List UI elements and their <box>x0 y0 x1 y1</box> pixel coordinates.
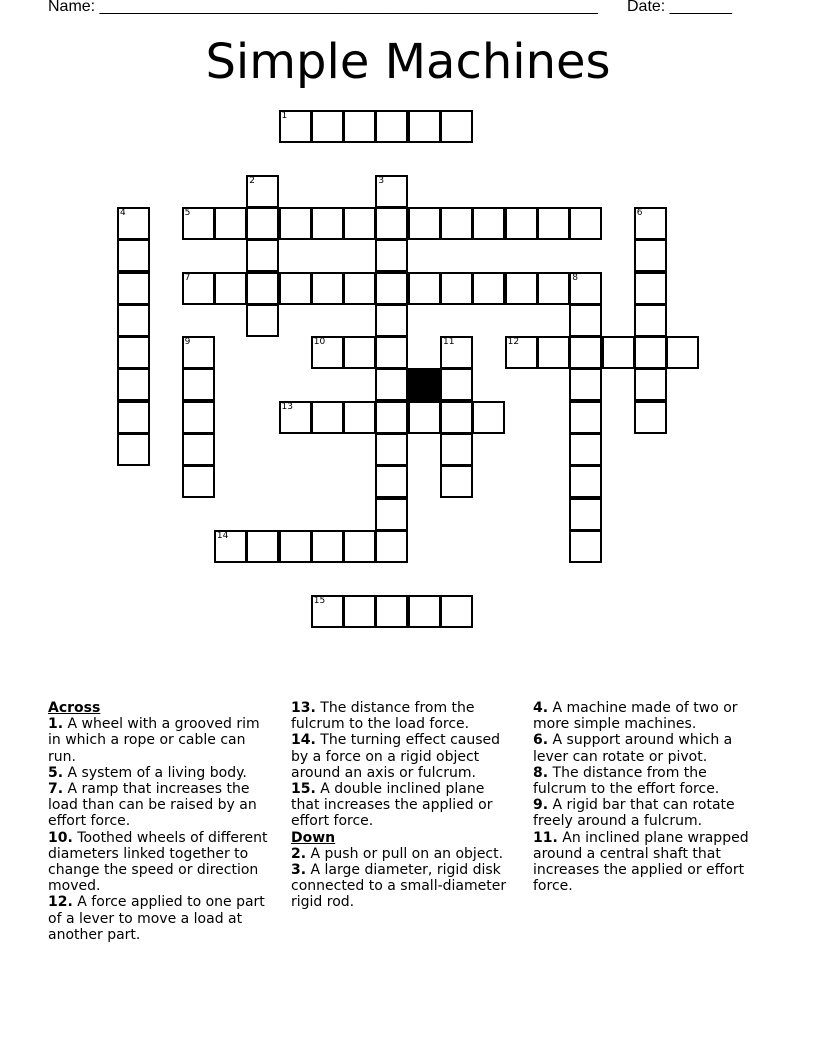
grid-cell[interactable] <box>472 401 505 434</box>
grid-cell[interactable] <box>311 207 344 240</box>
grid-cell[interactable] <box>343 207 376 240</box>
grid-cell[interactable] <box>569 368 602 401</box>
clue-column-1 <box>48 700 273 943</box>
grid-cell[interactable] <box>472 207 505 240</box>
clue-across-14: 14. The turning effect caused by a force on a rigid object around an axis or fulcrum. <box>291 732 501 781</box>
grid-cell[interactable] <box>343 272 376 305</box>
clue-number: 2 <box>249 175 255 186</box>
clue-column-2 <box>291 700 516 911</box>
grid-cell[interactable] <box>440 368 473 401</box>
grid-cell[interactable] <box>505 272 538 305</box>
grid-cell[interactable] <box>408 110 441 143</box>
grid-cell[interactable] <box>246 175 279 208</box>
clue-down-11: 11. An inclined plane wrapped around a central shaft that increases the applied or effort force. <box>533 829 749 895</box>
grid-cell[interactable] <box>408 272 441 305</box>
clue-column-3 <box>533 700 758 894</box>
clue-number: 9 <box>184 337 191 348</box>
grid-cell[interactable] <box>375 272 408 305</box>
clue-number: 6 <box>636 207 643 218</box>
grid-cell[interactable] <box>182 368 215 401</box>
grid-cell[interactable] <box>117 207 150 240</box>
grid-cell[interactable] <box>634 368 667 401</box>
grid-cell[interactable] <box>375 530 408 563</box>
grid-cell[interactable] <box>569 336 602 369</box>
grid-cell[interactable] <box>375 110 408 143</box>
grid-cell[interactable] <box>408 401 441 434</box>
grid-cell[interactable] <box>311 272 344 305</box>
grid-cell[interactable] <box>569 465 602 498</box>
clue-across-12: 12. A force applied to one part of a lever to move a load at another part. <box>48 894 265 943</box>
clue-across-5: 5. A system of a living body. <box>48 764 247 781</box>
across-heading: Across <box>48 700 101 716</box>
grid-cell[interactable] <box>505 336 538 369</box>
grid-cell[interactable] <box>569 272 602 305</box>
grid-cell[interactable] <box>634 401 667 434</box>
page-title: Simple Machines <box>205 34 611 90</box>
grid-cell[interactable] <box>634 207 667 240</box>
grid-cell[interactable] <box>375 465 408 498</box>
grid-cell[interactable] <box>311 336 344 369</box>
clue-number: 13 <box>281 401 293 412</box>
date-field-label: Date: _______ <box>627 0 732 15</box>
grid-cell[interactable] <box>440 433 473 466</box>
grid-cell[interactable] <box>634 304 667 337</box>
grid-cell[interactable] <box>440 336 473 369</box>
grid-cell[interactable] <box>214 272 247 305</box>
grid-cell[interactable] <box>311 110 344 143</box>
grid-cell[interactable] <box>375 239 408 272</box>
grid-cell[interactable] <box>602 336 635 369</box>
grid-cell[interactable] <box>440 595 473 628</box>
grid-cell[interactable] <box>440 401 473 434</box>
grid-cell[interactable] <box>117 304 150 337</box>
grid-cell[interactable] <box>343 336 376 369</box>
clue-across-7: 7. A ramp that increases the load than can be raised by an effort force. <box>48 781 257 830</box>
grid-cell[interactable] <box>279 401 312 434</box>
grid-cell[interactable] <box>666 336 699 369</box>
clue-across-15: 15. A double inclined plane that increases the applied or effort force. <box>291 781 493 830</box>
grid-cell[interactable] <box>375 368 408 401</box>
grid-cell[interactable] <box>440 207 473 240</box>
grid-cell[interactable] <box>343 530 376 563</box>
grid-cell[interactable] <box>343 595 376 628</box>
clue-down-6: 6. A support around which a lever can rotate or pivot. <box>533 732 733 765</box>
grid-cell[interactable] <box>246 530 279 563</box>
grid-cell[interactable] <box>182 272 215 305</box>
grid-cell[interactable] <box>375 336 408 369</box>
grid-cell[interactable] <box>279 530 312 563</box>
grid-cell[interactable] <box>214 207 247 240</box>
grid-cell[interactable] <box>311 530 344 563</box>
grid-cell[interactable] <box>569 498 602 531</box>
black-cell <box>408 368 441 401</box>
grid-cell[interactable] <box>279 272 312 305</box>
grid-cell[interactable] <box>182 433 215 466</box>
grid-cell[interactable] <box>569 433 602 466</box>
grid-cell[interactable] <box>569 530 602 563</box>
grid-cell[interactable] <box>440 272 473 305</box>
grid-cell[interactable] <box>117 401 150 434</box>
grid-cell[interactable] <box>182 207 215 240</box>
grid-cell[interactable] <box>408 207 441 240</box>
grid-cell[interactable] <box>246 272 279 305</box>
clue-number: 11 <box>443 337 455 348</box>
name-field-label: Name: ________________________________________________________ <box>48 0 598 15</box>
grid-cell[interactable] <box>569 304 602 337</box>
grid-cell[interactable] <box>279 110 312 143</box>
down-heading: Down <box>291 829 336 846</box>
clue-number: 3 <box>378 175 385 186</box>
grid-cell[interactable] <box>375 207 408 240</box>
grid-cell[interactable] <box>117 272 150 305</box>
grid-cell[interactable] <box>117 368 150 401</box>
grid-cell[interactable] <box>279 207 312 240</box>
grid-cell[interactable] <box>214 530 247 563</box>
grid-cell[interactable] <box>343 110 376 143</box>
clue-number: 14 <box>216 530 229 541</box>
grid-cell[interactable] <box>311 401 344 434</box>
grid-cell[interactable] <box>182 336 215 369</box>
clue-down-4: 4. A machine made of two or more simple machines. <box>533 700 738 733</box>
clue-down-9: 9. A rigid bar that can rotate freely around a fulcrum. <box>533 797 735 830</box>
grid-cell[interactable] <box>505 207 538 240</box>
clue-number: 4 <box>120 207 126 218</box>
grid-cell[interactable] <box>375 595 408 628</box>
grid-cell[interactable] <box>440 465 473 498</box>
grid-cell[interactable] <box>375 401 408 434</box>
grid-cell[interactable] <box>537 207 570 240</box>
grid-cell[interactable] <box>472 272 505 305</box>
clue-across-1: 1. A wheel with a grooved rim in which a rope or cable can run. <box>48 716 260 765</box>
clue-number: 12 <box>507 337 520 348</box>
clue-across-13: 13. The distance from the fulcrum to the load force. <box>291 700 475 733</box>
clue-number: 10 <box>313 337 326 348</box>
grid-cell[interactable] <box>117 336 150 369</box>
grid-cell[interactable] <box>569 401 602 434</box>
grid-cell[interactable] <box>408 595 441 628</box>
grid-cell[interactable] <box>537 336 570 369</box>
grid-cell[interactable] <box>182 465 215 498</box>
clue-number: 8 <box>572 272 578 283</box>
grid-cell[interactable] <box>182 401 215 434</box>
clue-down-2: 2. A push or pull on an object. <box>291 845 504 862</box>
grid-cell[interactable] <box>246 207 279 240</box>
grid-cell[interactable] <box>343 401 376 434</box>
clue-number: 7 <box>184 272 191 283</box>
grid-cell[interactable] <box>569 207 602 240</box>
clue-down-8: 8. The distance from the fulcrum to the effort force. <box>533 764 720 798</box>
grid-cell[interactable] <box>537 272 570 305</box>
grid-cell[interactable] <box>375 433 408 466</box>
grid-cell[interactable] <box>634 239 667 272</box>
grid-cell[interactable] <box>246 304 279 337</box>
grid-cell[interactable] <box>375 175 408 208</box>
clue-across-10: 10. Toothed wheels of different diameters linked together to change the speed or direction moved. <box>48 829 268 895</box>
clue-number: 5 <box>184 207 191 218</box>
grid-cell[interactable] <box>117 433 150 466</box>
grid-cell[interactable] <box>440 110 473 143</box>
clue-down-3: 3. A large diameter, rigid disk connected to a small-diameter rigid rod. <box>291 862 507 911</box>
grid-cell[interactable] <box>246 239 279 272</box>
grid-cell[interactable] <box>311 595 344 628</box>
grid-cell[interactable] <box>634 272 667 305</box>
grid-cell[interactable] <box>117 239 150 272</box>
grid-cell[interactable] <box>375 304 408 337</box>
clue-number: 15 <box>313 595 326 606</box>
grid-cell[interactable] <box>634 336 667 369</box>
clue-number: 1 <box>281 111 288 121</box>
grid-cell[interactable] <box>375 498 408 531</box>
